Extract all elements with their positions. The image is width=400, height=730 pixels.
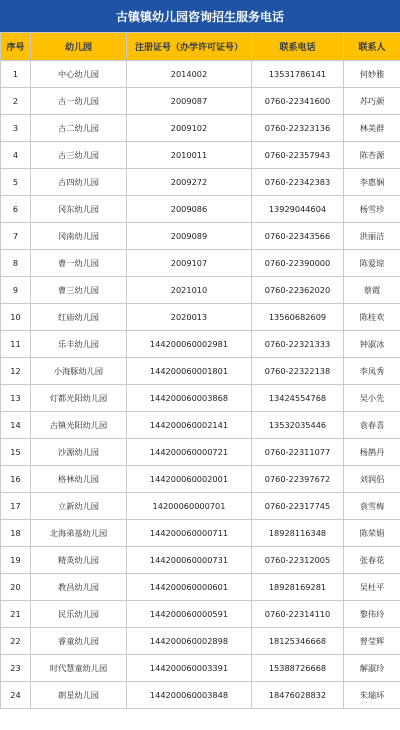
cell-phone: 0760-22311077 — [252, 439, 344, 466]
cell-index: 17 — [1, 493, 31, 520]
table-row — [1, 142, 400, 169]
cell-kindergarten: 沙源幼儿园 — [31, 439, 127, 466]
cell-license-number: 2009107 — [127, 250, 252, 277]
cell-contact: 林美群 — [344, 115, 400, 142]
cell-index: 9 — [1, 277, 31, 304]
table-row — [1, 601, 400, 628]
cell-license-number: 144200060003848 — [127, 682, 252, 709]
cell-kindergarten: 古二幼儿园 — [31, 115, 127, 142]
table-row — [1, 304, 400, 331]
cell-license-number: 2009087 — [127, 88, 252, 115]
cell-kindergarten: 红庙幼儿园 — [31, 304, 127, 331]
table-row — [1, 655, 400, 682]
table-row — [1, 547, 400, 574]
cell-license-number: 14200060000701 — [127, 493, 252, 520]
cell-kindergarten: 冈东幼儿园 — [31, 196, 127, 223]
cell-index: 8 — [1, 250, 31, 277]
cell-license-number: 144200060000601 — [127, 574, 252, 601]
cell-contact: 解淑玲 — [344, 655, 400, 682]
cell-license-number: 144200060001801 — [127, 358, 252, 385]
cell-contact: 何妙雅 — [344, 61, 400, 88]
cell-index: 12 — [1, 358, 31, 385]
cell-contact: 朱瑞环 — [344, 682, 400, 709]
cell-contact: 黎伟玲 — [344, 601, 400, 628]
cell-contact: 洪丽洁 — [344, 223, 400, 250]
cell-license-number: 2009272 — [127, 169, 252, 196]
cell-contact: 陈爱琼 — [344, 250, 400, 277]
cell-contact: 李凤秀 — [344, 358, 400, 385]
table-row — [1, 682, 400, 709]
cell-kindergarten: 冈南幼儿园 — [31, 223, 127, 250]
cell-contact: 蔡霞 — [344, 277, 400, 304]
header-phone: 联系电话 — [252, 33, 344, 61]
cell-phone: 0760-22362020 — [252, 277, 344, 304]
cell-kindergarten: 格林幼儿园 — [31, 466, 127, 493]
cell-index: 1 — [1, 61, 31, 88]
cell-license-number: 144200060000591 — [127, 601, 252, 628]
cell-license-number: 2010011 — [127, 142, 252, 169]
cell-index: 4 — [1, 142, 31, 169]
table-row — [1, 88, 400, 115]
cell-license-number: 2009086 — [127, 196, 252, 223]
cell-phone: 0760-22341600 — [252, 88, 344, 115]
cell-contact: 吴杜平 — [344, 574, 400, 601]
cell-index: 2 — [1, 88, 31, 115]
table-row — [1, 412, 400, 439]
cell-contact: 曾莹辉 — [344, 628, 400, 655]
cell-license-number: 144200060000721 — [127, 439, 252, 466]
cell-kindergarten: 教昌幼儿园 — [31, 574, 127, 601]
cell-license-number: 144200060003391 — [127, 655, 252, 682]
cell-phone: 18928169281 — [252, 574, 344, 601]
cell-contact: 杨鹊丹 — [344, 439, 400, 466]
cell-phone: 0760-22321333 — [252, 331, 344, 358]
cell-kindergarten: 朗星幼儿园 — [31, 682, 127, 709]
cell-license-number: 2020013 — [127, 304, 252, 331]
cell-kindergarten: 时代慧童幼儿园 — [31, 655, 127, 682]
table-row — [1, 169, 400, 196]
table-row — [1, 385, 400, 412]
cell-contact: 陈桂欢 — [344, 304, 400, 331]
cell-phone: 0760-22343566 — [252, 223, 344, 250]
cell-contact: 钟淑冰 — [344, 331, 400, 358]
cell-contact: 李惠娴 — [344, 169, 400, 196]
cell-contact: 袁春喜 — [344, 412, 400, 439]
cell-index: 19 — [1, 547, 31, 574]
cell-license-number: 2014002 — [127, 61, 252, 88]
cell-phone: 18928116348 — [252, 520, 344, 547]
cell-index: 21 — [1, 601, 31, 628]
cell-index: 6 — [1, 196, 31, 223]
table-row — [1, 277, 400, 304]
cell-license-number: 144200060003868 — [127, 385, 252, 412]
table-row — [1, 439, 400, 466]
cell-license-number: 2009102 — [127, 115, 252, 142]
cell-kindergarten: 精英幼儿园 — [31, 547, 127, 574]
cell-phone: 0760-22317745 — [252, 493, 344, 520]
table-row — [1, 115, 400, 142]
cell-index: 5 — [1, 169, 31, 196]
cell-phone: 0760-22357943 — [252, 142, 344, 169]
cell-index: 23 — [1, 655, 31, 682]
cell-index: 24 — [1, 682, 31, 709]
cell-phone: 0760-22323136 — [252, 115, 344, 142]
cell-phone: 13531786141 — [252, 61, 344, 88]
cell-phone: 0760-22342383 — [252, 169, 344, 196]
cell-phone: 0760-22312005 — [252, 547, 344, 574]
cell-contact: 张春花 — [344, 547, 400, 574]
table-row — [1, 628, 400, 655]
cell-license-number: 144200060002981 — [127, 331, 252, 358]
cell-index: 16 — [1, 466, 31, 493]
cell-kindergarten: 乐丰幼儿园 — [31, 331, 127, 358]
table-body — [1, 61, 400, 709]
cell-kindergarten: 古三幼儿园 — [31, 142, 127, 169]
cell-contact: 杨雪珍 — [344, 196, 400, 223]
cell-phone: 18476028832 — [252, 682, 344, 709]
cell-contact: 陈荣娟 — [344, 520, 400, 547]
header-kindergarten: 幼儿园 — [31, 33, 127, 61]
cell-license-number: 144200060000711 — [127, 520, 252, 547]
cell-kindergarten: 睿童幼儿园 — [31, 628, 127, 655]
cell-index: 14 — [1, 412, 31, 439]
cell-phone: 18125346668 — [252, 628, 344, 655]
cell-index: 18 — [1, 520, 31, 547]
cell-phone: 13424554768 — [252, 385, 344, 412]
cell-contact: 陈杏源 — [344, 142, 400, 169]
table-row — [1, 61, 400, 88]
cell-phone: 0760-22390000 — [252, 250, 344, 277]
header-contact: 联系人 — [344, 33, 400, 61]
kindergarten-table — [0, 32, 400, 709]
cell-contact: 苏巧颜 — [344, 88, 400, 115]
cell-index: 7 — [1, 223, 31, 250]
cell-kindergarten: 古一幼儿园 — [31, 88, 127, 115]
table-row — [1, 574, 400, 601]
cell-kindergarten: 古镇光阳幼儿园 — [31, 412, 127, 439]
table-row — [1, 358, 400, 385]
table-header-row — [1, 33, 400, 61]
cell-license-number: 144200060002141 — [127, 412, 252, 439]
cell-license-number: 2021010 — [127, 277, 252, 304]
table-row — [1, 520, 400, 547]
table-row — [1, 250, 400, 277]
cell-index: 10 — [1, 304, 31, 331]
header-index: 序号 — [1, 33, 31, 61]
cell-index: 3 — [1, 115, 31, 142]
cell-index: 13 — [1, 385, 31, 412]
cell-phone: 13929044604 — [252, 196, 344, 223]
cell-kindergarten: 曹一幼儿园 — [31, 250, 127, 277]
page-title: 古镇镇幼儿园咨询招生服务电话 — [0, 0, 400, 32]
cell-phone: 13532035446 — [252, 412, 344, 439]
cell-contact: 吴小先 — [344, 385, 400, 412]
header-license-number: 注册证号（办学许可证号） — [127, 33, 252, 61]
table-row — [1, 223, 400, 250]
cell-index: 15 — [1, 439, 31, 466]
cell-phone: 15388726668 — [252, 655, 344, 682]
cell-kindergarten: 灯都光阳幼儿园 — [31, 385, 127, 412]
cell-contact: 刘润侣 — [344, 466, 400, 493]
table-row — [1, 331, 400, 358]
table-row — [1, 466, 400, 493]
cell-license-number: 144200060002001 — [127, 466, 252, 493]
table-row — [1, 196, 400, 223]
cell-phone: 0760-22322138 — [252, 358, 344, 385]
cell-kindergarten: 古四幼儿园 — [31, 169, 127, 196]
cell-kindergarten: 民乐幼儿园 — [31, 601, 127, 628]
cell-kindergarten: 小海豚幼儿园 — [31, 358, 127, 385]
cell-license-number: 144200060000731 — [127, 547, 252, 574]
cell-kindergarten: 北海弟基幼儿园 — [31, 520, 127, 547]
cell-phone: 0760-22397672 — [252, 466, 344, 493]
cell-contact: 袁雪梅 — [344, 493, 400, 520]
cell-index: 11 — [1, 331, 31, 358]
cell-license-number: 2009089 — [127, 223, 252, 250]
cell-kindergarten: 立新幼儿园 — [31, 493, 127, 520]
cell-index: 22 — [1, 628, 31, 655]
cell-phone: 0760-22314110 — [252, 601, 344, 628]
cell-kindergarten: 中心幼儿园 — [31, 61, 127, 88]
cell-phone: 13560682609 — [252, 304, 344, 331]
cell-kindergarten: 曹三幼儿园 — [31, 277, 127, 304]
cell-index: 20 — [1, 574, 31, 601]
cell-license-number: 144200060002898 — [127, 628, 252, 655]
table-row — [1, 493, 400, 520]
